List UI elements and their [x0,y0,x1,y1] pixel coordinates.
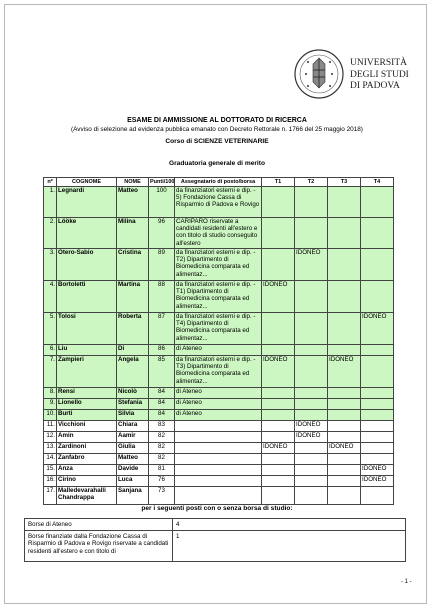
document-title: ESAME DI AMMISSIONE AL DOTTORATO DI RICERCA [127,117,307,124]
row-num: 10. [44,410,57,421]
row-t4 [361,454,394,465]
row-punti: 85 [149,356,175,388]
row-t1 [262,218,295,249]
row-punti: 82 [149,454,175,465]
ranking-table [43,177,394,505]
row-t3 [328,345,361,356]
row-assegnatario: da finanziatori esterni e dip. - 5) Fondazione Cassa di Risparmio di Padova e Rovigo [175,187,262,218]
ranking-title: Graduatoria generale di merito [168,160,265,167]
row-t2: IDONEO [295,249,328,281]
row-num: 7. [44,356,57,388]
col-header-num: nº [44,178,57,187]
row-t4 [361,443,394,454]
row-t4 [361,218,394,249]
row-t3 [328,281,361,313]
col-header-assegnatario: Assegnatario di posto/borsa [175,178,262,187]
posts-label: Borse di Ateneo [25,519,173,531]
table-row [44,399,394,410]
row-cognome: Zampieri [57,356,117,388]
row-t2: IDONEO [295,432,328,443]
row-num: 11. [44,421,57,432]
table-row [44,187,394,218]
row-punti: 73 [149,487,175,505]
page-number: - 1 - [401,579,412,585]
row-t2 [295,313,328,345]
row-t1 [262,487,295,505]
row-t2 [295,218,328,249]
row-cognome: Liu [57,345,117,356]
col-header-punti: Punti/100 [150,179,175,185]
row-punti: 82 [149,432,175,443]
row-cognome: Rensi [57,388,117,399]
row-t2 [295,281,328,313]
row-assegnatario [175,443,262,454]
university-logo [292,48,409,100]
row-t3 [328,421,361,432]
table-row [44,454,394,465]
row-assegnatario [175,421,262,432]
row-nome: Martina [117,281,149,313]
row-t2 [295,388,328,399]
row-nome: Matteo [117,454,149,465]
row-num: 14. [44,454,57,465]
row-assegnatario [175,476,262,487]
row-t1 [262,345,295,356]
row-cognome: Amin [57,432,117,443]
table-row [44,421,394,432]
row-num: 9. [44,399,57,410]
row-t3 [328,487,361,505]
row-t1 [262,454,295,465]
row-t2 [295,476,328,487]
row-num: 3. [44,249,57,281]
posts-label: Borse finanziate dalla Fondazione Cassa di Risparmio di Padova e Rovigo riservate a candidati residenti all'estero e con titolo di [25,531,173,562]
row-t2 [295,356,328,388]
row-num: 4. [44,281,57,313]
row-num: 15. [44,465,57,476]
table-row [44,443,394,454]
row-nome: Milina [117,218,149,249]
row-t3 [328,465,361,476]
row-t4: IDONEO [361,313,394,345]
posts-row [25,531,406,562]
row-cognome: Lionello [57,399,117,410]
row-t1 [262,399,295,410]
row-t4 [361,356,394,388]
col-header-nome: NOME [117,178,149,187]
row-t3 [328,410,361,421]
row-num: 1. [44,187,57,218]
table-row [44,432,394,443]
row-t2 [295,487,328,505]
row-t1 [262,249,295,281]
row-assegnatario: di Ateneo [175,345,262,356]
row-t3 [328,454,361,465]
row-num: 17. [44,487,57,505]
row-nome: Di [117,345,149,356]
posts-table [24,518,406,562]
row-cognome: Burti [57,410,117,421]
row-punti: 88 [149,281,175,313]
row-cognome: Bortoletti [57,281,117,313]
row-punti: 81 [149,465,175,476]
row-cognome: Zardinoni [57,443,117,454]
row-t4 [361,421,394,432]
row-t4 [361,432,394,443]
row-t1 [262,313,295,345]
row-cognome: Otero-Sabio [57,249,117,281]
table-row [44,356,394,388]
table-row [44,388,394,399]
row-punti: 96 [149,218,175,249]
row-t4 [361,399,394,410]
document-subtitle: (Avviso di selezione ad evidenza pubblica emanato con Decreto Rettorale n. 1766 del 25 maggio 2018) [71,126,363,133]
row-nome: Sanjana [117,487,149,505]
row-t1 [262,410,295,421]
row-t3 [328,249,361,281]
row-cognome: Malledevarahalli Chandrappa [57,487,117,505]
row-nome: Angela [117,356,149,388]
posts-row [25,519,406,531]
row-t1 [262,465,295,476]
row-num: 13. [44,443,57,454]
row-num: 8. [44,388,57,399]
row-cognome: Cirino [57,476,117,487]
row-cognome: Lööke [57,218,117,249]
row-t3: IDONEO [328,356,361,388]
row-punti: 84 [149,388,175,399]
row-t1 [262,187,295,218]
row-punti: 86 [149,345,175,356]
table-row [44,281,394,313]
row-t3 [328,187,361,218]
posts-heading: per i seguenti posti con o senza borsa di studio: [141,505,293,512]
row-punti: 100 [149,187,175,218]
row-t2 [295,187,328,218]
col-header-t3: T3 [328,178,361,187]
table-row [44,410,394,421]
university-seal-icon [292,48,348,100]
row-cognome: Anza [57,465,117,476]
row-assegnatario: di Ateneo [175,388,262,399]
row-punti: 87 [149,313,175,345]
row-num: 5. [44,313,57,345]
university-name-line2: DEGLI STUDI [350,69,409,80]
row-t4 [361,487,394,505]
university-name [350,58,409,93]
row-num: 12. [44,432,57,443]
row-nome: Matteo [117,187,149,218]
row-assegnatario [175,465,262,476]
row-punti: 83 [149,421,175,432]
table-row [44,345,394,356]
table-row [44,487,394,505]
row-t2 [295,454,328,465]
row-t1 [262,421,295,432]
row-assegnatario: di Ateneo [175,399,262,410]
row-t4 [361,345,394,356]
row-num: 6. [44,345,57,356]
row-cognome: Tolosi [57,313,117,345]
row-assegnatario: CARIPARO riservate a candidati residenti all'estero e con titolo di studio conseguito all'estero [175,218,262,249]
row-t4 [361,249,394,281]
col-header-t1: T1 [262,178,295,187]
row-t2: IDONEO [295,421,328,432]
row-t3 [328,218,361,249]
row-t1 [262,476,295,487]
row-nome: Roberta [117,313,149,345]
row-t4 [361,281,394,313]
university-name-line1: UNIVERSITÀ [350,58,407,68]
row-cognome: Vicchioni [57,421,117,432]
row-t3 [328,399,361,410]
row-num: 16. [44,476,57,487]
row-nome: Silvia [117,410,149,421]
row-assegnatario [175,454,262,465]
row-nome: Chiara [117,421,149,432]
row-nome: Davide [117,465,149,476]
row-t4 [361,410,394,421]
row-t4: IDONEO [361,476,394,487]
row-t3 [328,313,361,345]
posts-value: 4 [173,519,406,531]
table-row [44,218,394,249]
table-row [44,476,394,487]
row-punti: 82 [149,443,175,454]
row-punti: 89 [149,249,175,281]
row-t1: IDONEO [262,443,295,454]
row-t4: IDONEO [361,465,394,476]
row-assegnatario [175,487,262,505]
university-name-line3: DI PADOVA [350,81,400,91]
row-t2 [295,465,328,476]
row-t1: IDONEO [262,281,295,313]
ranking-table-body [44,187,394,505]
row-t2 [295,410,328,421]
row-t2 [295,399,328,410]
table-row [44,313,394,345]
row-assegnatario: di Ateneo [175,410,262,421]
row-t2 [295,443,328,454]
row-t4 [361,388,394,399]
row-t1 [262,388,295,399]
posts-value: 1 [173,531,406,562]
row-assegnatario: da finanziatori esterni e dip. - T4) Dipartimento di Biomedicina comparata ed alimentaz... [175,313,262,345]
row-t1 [262,432,295,443]
col-header-t4: T4 [361,178,394,187]
col-header-t2: T2 [295,178,328,187]
row-assegnatario [175,432,262,443]
table-row [44,465,394,476]
row-t4 [361,187,394,218]
row-punti: 84 [149,399,175,410]
row-assegnatario: da finanziatori esterni e dip. - T1) Dipartimento di Biomedicina comparata ed alimentaz... [175,281,262,313]
col-header-cognome: COGNOME [57,178,117,187]
row-cognome: Zanfabro [57,454,117,465]
course-name: Corso di SCIENZE VETERINARIE [165,138,269,145]
row-nome: Aamir [117,432,149,443]
row-t3 [328,432,361,443]
row-nome: Stefania [117,399,149,410]
row-nome: Giulia [117,443,149,454]
table-header-row [44,178,394,187]
row-punti: 84 [149,410,175,421]
row-punti: 76 [149,476,175,487]
row-nome: Cristina [117,249,149,281]
table-row [44,249,394,281]
row-assegnatario: da finanziatori esterni e dip. - T2) Dipartimento di Biomedicina comparata ed alimentaz... [175,249,262,281]
row-nome: Nicolò [117,388,149,399]
row-t3 [328,388,361,399]
row-assegnatario: da finanziatori esterni e dip. - T3) Dipartimento di Biomedicina comparata ed alimentaz... [175,356,262,388]
row-cognome: Legnardi [57,187,117,218]
row-t3: IDONEO [328,443,361,454]
row-t3 [328,476,361,487]
row-nome: Luca [117,476,149,487]
row-num: 2. [44,218,57,249]
row-t1: IDONEO [262,356,295,388]
row-t2 [295,345,328,356]
